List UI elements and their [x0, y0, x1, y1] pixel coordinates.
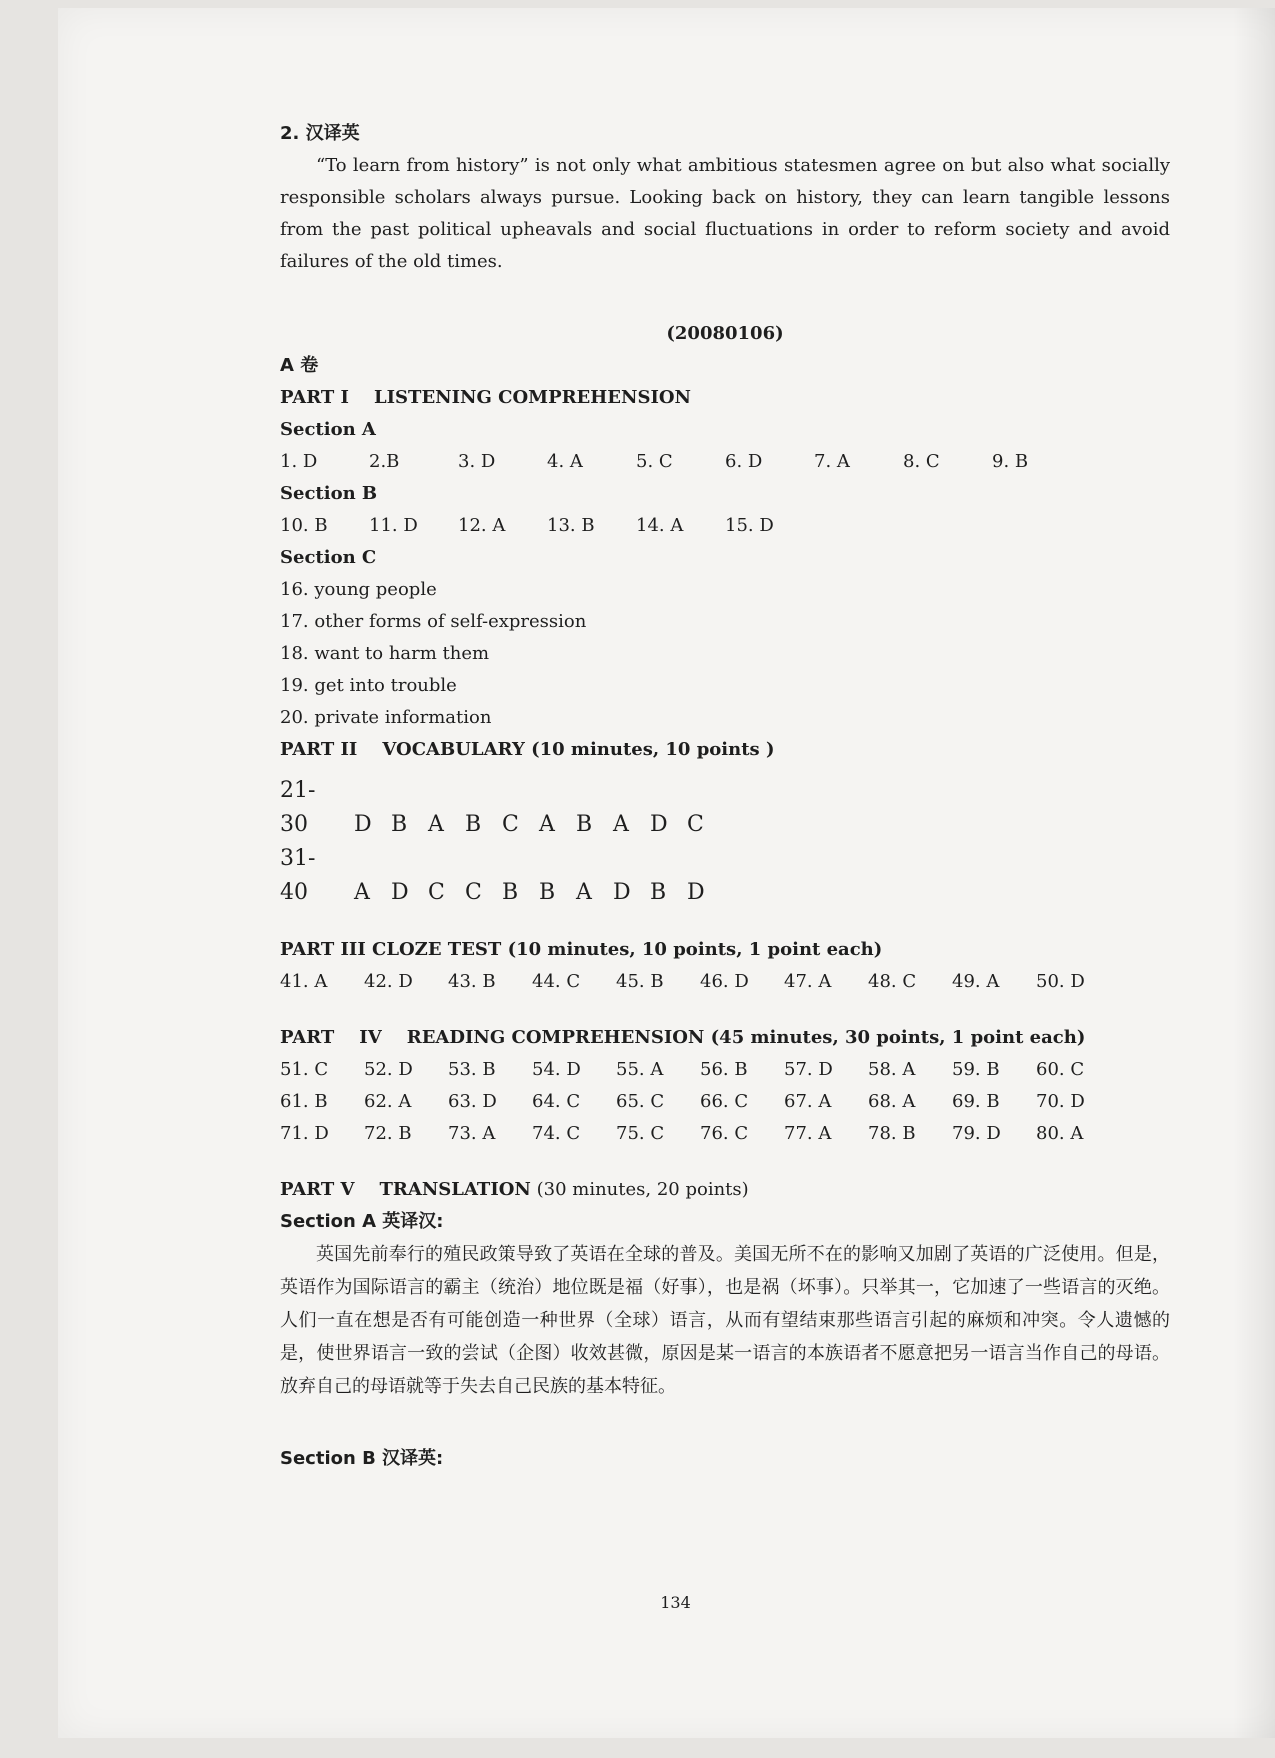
answer: 66. C: [700, 1091, 749, 1112]
vocab-row: [280, 842, 1170, 910]
answer: 46. D: [700, 971, 749, 992]
answer: 72. B: [364, 1123, 412, 1144]
reading-answers-row: [280, 1054, 1170, 1086]
answer: 52. D: [364, 1059, 413, 1080]
part5-section-a-title: Section A 英译汉:: [280, 1211, 444, 1232]
section-b-title: Section B: [280, 483, 378, 504]
answer: 60. C: [1036, 1059, 1085, 1080]
answer: 6. D: [725, 451, 763, 472]
answer: 41. A: [280, 971, 328, 992]
paper-label: A 卷: [280, 355, 319, 376]
part4-title: PART IV READING COMPREHENSION (45 minutes, 30 points, 1 point each): [280, 1027, 1086, 1048]
vocab-letter: D: [687, 880, 705, 905]
section-a-title: Section A: [280, 419, 376, 440]
answer: 75. C: [616, 1123, 665, 1144]
answer: 67. A: [784, 1091, 832, 1112]
answer: 2.B: [369, 451, 400, 472]
answer: 11. D: [369, 515, 418, 536]
answer: 13. B: [547, 515, 595, 536]
section-c-answer: 16. young people: [280, 579, 437, 600]
part2-title: PART II VOCABULARY (10 minutes, 10 points ): [280, 739, 775, 760]
part5-section-a-text: 英国先前奉行的殖民政策导致了英语在全球的普及。美国无所不在的影响又加剧了英语的广泛使用。但是，英语作为国际语言的霸主（统治）地位既是福（好事），也是祸（坏事）。只举其一，它加速了一些语言的灭绝。人们一直在想是否有可能创造一种世界（全球）语言，从而有望结束那些语言引起的麻烦和冲突。令人遗憾的是，使世界语言一致的尝试（企图）收效甚微，原因是某一语言的本族语者不愿意把另一语言当作自己的母语。放弃自己的母语就等于失去自己民族的基本特征。: [280, 1244, 1170, 1397]
prev-paragraph: “To learn from history” is not only what ambitious statesmen agree on but also what socially responsible scholars always pursue. Looking back on history, they can learn tangible lessons from the past political upheavals and social fluctuations in order to reform society and avoid failures of the old times.: [280, 155, 1170, 272]
section-b-answers: [280, 510, 1170, 542]
answer: 44. C: [532, 971, 581, 992]
vocabulary-answers: [280, 774, 1170, 910]
answer: 8. C: [903, 451, 940, 472]
scanned-page: [58, 8, 1275, 1738]
answer: 15. D: [725, 515, 774, 536]
answer: 42. D: [364, 971, 413, 992]
cloze-answers: [280, 966, 1170, 998]
answer: 65. C: [616, 1091, 665, 1112]
answer: 10. B: [280, 515, 328, 536]
exam-code: (20080106): [666, 323, 784, 344]
answer: 48. C: [868, 971, 917, 992]
page-number: 134: [660, 1593, 691, 1612]
vocab-letter: A: [539, 812, 555, 837]
answer: 71. D: [280, 1123, 329, 1144]
part5-title: [280, 1174, 1170, 1206]
answer: 53. B: [448, 1059, 496, 1080]
vocab-letter: D: [650, 812, 668, 837]
vocab-row: [280, 774, 1170, 842]
answer: 58. A: [868, 1059, 916, 1080]
section-c-answer: 18. want to harm them: [280, 643, 490, 664]
answer: 49. A: [952, 971, 1000, 992]
vocab-letter: B: [465, 812, 482, 837]
answer: 51. C: [280, 1059, 329, 1080]
answer: 62. A: [364, 1091, 412, 1112]
answer: 56. B: [700, 1059, 748, 1080]
answer: 57. D: [784, 1059, 833, 1080]
answer: 45. B: [616, 971, 664, 992]
vocab-letter: B: [576, 812, 593, 837]
answer: 80. A: [1036, 1123, 1084, 1144]
answer: 1. D: [280, 451, 318, 472]
answer: 9. B: [992, 451, 1029, 472]
vocab-letter: A: [576, 880, 592, 905]
vocab-letter: B: [539, 880, 556, 905]
answer: 59. B: [952, 1059, 1000, 1080]
vocab-letter: C: [502, 812, 519, 837]
answer: 68. A: [868, 1091, 916, 1112]
answer: 73. A: [448, 1123, 496, 1144]
vocab-letter: D: [391, 880, 409, 905]
answer: 5. C: [636, 451, 673, 472]
vocab-letter: B: [650, 880, 667, 905]
answer: 43. B: [448, 971, 496, 992]
vocab-row-label: 21-30: [280, 778, 316, 837]
reading-answers-row: [280, 1086, 1170, 1118]
section-a-answers: [280, 446, 1170, 478]
answer: 14. A: [636, 515, 684, 536]
answer: 77. A: [784, 1123, 832, 1144]
answer: 7. A: [814, 451, 850, 472]
vocab-letter: D: [354, 812, 372, 837]
vocab-letter: A: [613, 812, 629, 837]
answer: 54. D: [532, 1059, 581, 1080]
vocab-letter: C: [687, 812, 704, 837]
vocab-letter: A: [354, 880, 370, 905]
section-c-answer: 20. private information: [280, 707, 492, 728]
prev-heading: 2. 汉译英: [280, 123, 360, 144]
part5-section-b-title: Section B 汉译英:: [280, 1448, 444, 1469]
vocab-letter: C: [465, 880, 482, 905]
section-c-answer: 17. other forms of self-expression: [280, 611, 587, 632]
vocab-letter: B: [391, 812, 408, 837]
reading-answers-row: [280, 1118, 1170, 1150]
answer: 64. C: [532, 1091, 581, 1112]
part1-title: PART I LISTENING COMPREHENSION: [280, 387, 692, 408]
vocab-letter: B: [502, 880, 519, 905]
answer: 69. B: [952, 1091, 1000, 1112]
answer: 74. C: [532, 1123, 581, 1144]
vocab-letter: D: [613, 880, 631, 905]
answer: 47. A: [784, 971, 832, 992]
section-c-title: Section C: [280, 547, 377, 568]
answer: 79. D: [952, 1123, 1001, 1144]
answer: 63. D: [448, 1091, 497, 1112]
answer: 3. D: [458, 451, 496, 472]
section-c-answer: 19. get into trouble: [280, 675, 457, 696]
answer: 78. B: [868, 1123, 916, 1144]
answer: 12. A: [458, 515, 506, 536]
vocab-letter: A: [428, 812, 444, 837]
vocab-row-label: 31-40: [280, 846, 316, 905]
answer: 76. C: [700, 1123, 749, 1144]
answer: 70. D: [1036, 1091, 1085, 1112]
answer: 55. A: [616, 1059, 664, 1080]
answer: 4. A: [547, 451, 583, 472]
part5-title-bold: PART V TRANSLATION: [280, 1179, 531, 1200]
vocab-letter: C: [428, 880, 445, 905]
part5-title-rest: (30 minutes, 20 points): [530, 1179, 749, 1200]
answer: 50. D: [1036, 971, 1085, 992]
page-content: [280, 118, 1170, 1475]
answer: 61. B: [280, 1091, 328, 1112]
part3-title: PART III CLOZE TEST (10 minutes, 10 points, 1 point each): [280, 939, 883, 960]
